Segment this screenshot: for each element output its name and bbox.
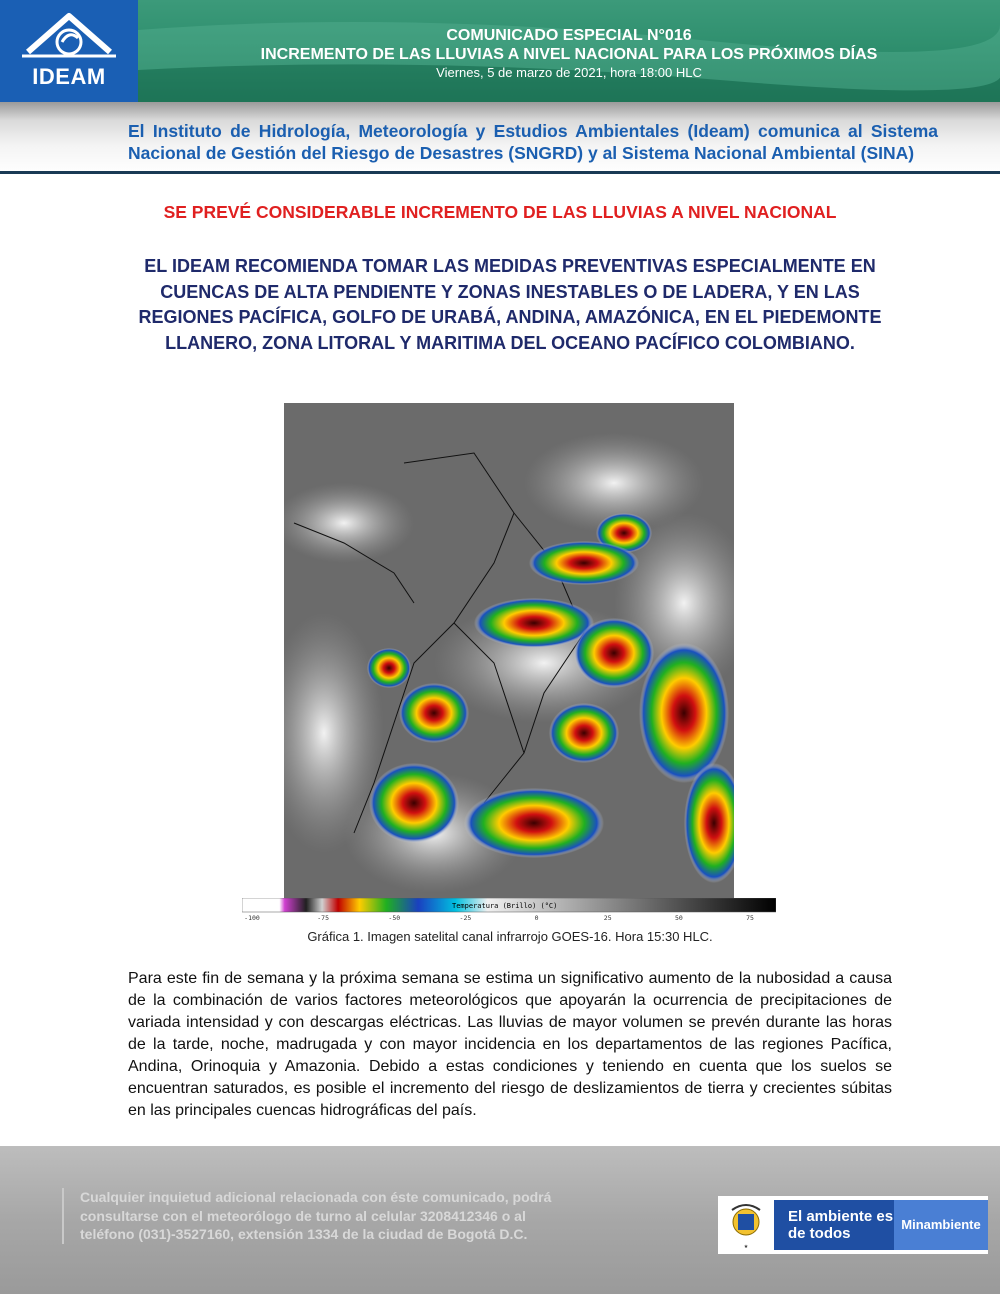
svg-text:★: ★ [743, 1244, 749, 1250]
satellite-image [284, 403, 734, 898]
figure-caption: Gráfica 1. Imagen satelital canal infrarrojo GOES-16. Hora 15:30 HLC. [307, 929, 713, 944]
temperature-scale-bar [242, 898, 776, 922]
scale-title: Temperatura (Brillo) (°C) [452, 902, 558, 910]
recommendation-text: EL IDEAM RECOMIENDA TOMAR LAS MEDIDAS PREVENTIVAS ESPECIALMENTE EN CUENCAS DE ALTA PENDIENTE Y ZONAS INESTABLES O DE LADERA, Y EN LAS REGIONES PACÍFICA, GOLFO DE URABÁ, ANDINA, AMAZÓNICA, EN EL PIEDEMONTE LLANERO, ZONA LITORAL Y MARITIMA DEL OCEANO PACÍFICO COLOMBIANO. [138, 256, 882, 353]
scale-tick-label: 0 [534, 914, 539, 922]
scale-tick-label: 75 [746, 914, 754, 922]
logo-label: IDEAM [32, 64, 106, 89]
ministry-label: Minambiente [894, 1200, 988, 1250]
divider-rule [0, 171, 1000, 174]
contact-info: Cualquier inquietud adicional relacionada con éste comunicado, podrá consultarse con el meteorólogo de turno al celular 3208412346 o al teléfono (031)-3527160, extensión 1334 de la ciudad de Bogotá D.C. [62, 1188, 582, 1244]
intro-statement: El Instituto de Hidrología, Meteorología y Estudios Ambientales (Ideam) comunica al Sistema Nacional de Gestión del Riesgo de Desastres (SNGRD) y al Sistema Nacional Ambiental (SINA) [128, 121, 938, 163]
bulletin-subtitle: INCREMENTO DE LAS LLUVIAS A NIVEL NACIONAL PARA LOS PRÓXIMOS DÍAS [260, 46, 878, 63]
ideam-logo-icon [0, 0, 138, 64]
colombia-coat-of-arms-icon [718, 1196, 774, 1254]
satellite-infrared-map [284, 403, 734, 898]
government-slogan: El ambiente es de todos [774, 1200, 894, 1250]
scale-tick-label: -75 [317, 914, 330, 922]
header-text [138, 26, 1000, 81]
scale-tick-label: 50 [674, 914, 683, 922]
scale-ticks [244, 914, 754, 922]
ideam-logo [0, 0, 138, 102]
scale-tick-label: -25 [459, 914, 472, 922]
bulletin-date: Viernes, 5 de marzo de 2021, hora 18:00 HLC [436, 65, 702, 80]
scale-tick-label: -50 [388, 914, 401, 922]
bulletin-title: COMUNICADO ESPECIAL N°016 [446, 27, 692, 44]
scale-tick-label: 25 [603, 914, 612, 922]
government-logo [718, 1196, 988, 1254]
alert-heading: SE PREVÉ CONSIDERABLE INCREMENTO DE LAS LLUVIAS A NIVEL NACIONAL [163, 202, 837, 222]
scale-tick-label: -100 [244, 914, 260, 922]
forecast-paragraph: Para este fin de semana y la próxima semana se estima un significativo aumento de la nubosidad a causa de la combinación de varios factores meteorológicos que apoyarán la ocurrencia de precipitaciones de variada intensidad y con descargas eléctricas. Las lluvias de mayor volumen se prevén durante las horas de la tarde, noche, madrugada y con mayor incidencia en los departamentos de las regiones Pacífica, Andina, Orinoquia y Amazonia. Debido a estas condiciones y teniendo en cuenta que los suelos se encuentran saturados, es posible el incremento del riesgo de deslizamientos de tierra y crecientes súbitas en las principales cuencas hidrográficas del país. [128, 970, 892, 1119]
